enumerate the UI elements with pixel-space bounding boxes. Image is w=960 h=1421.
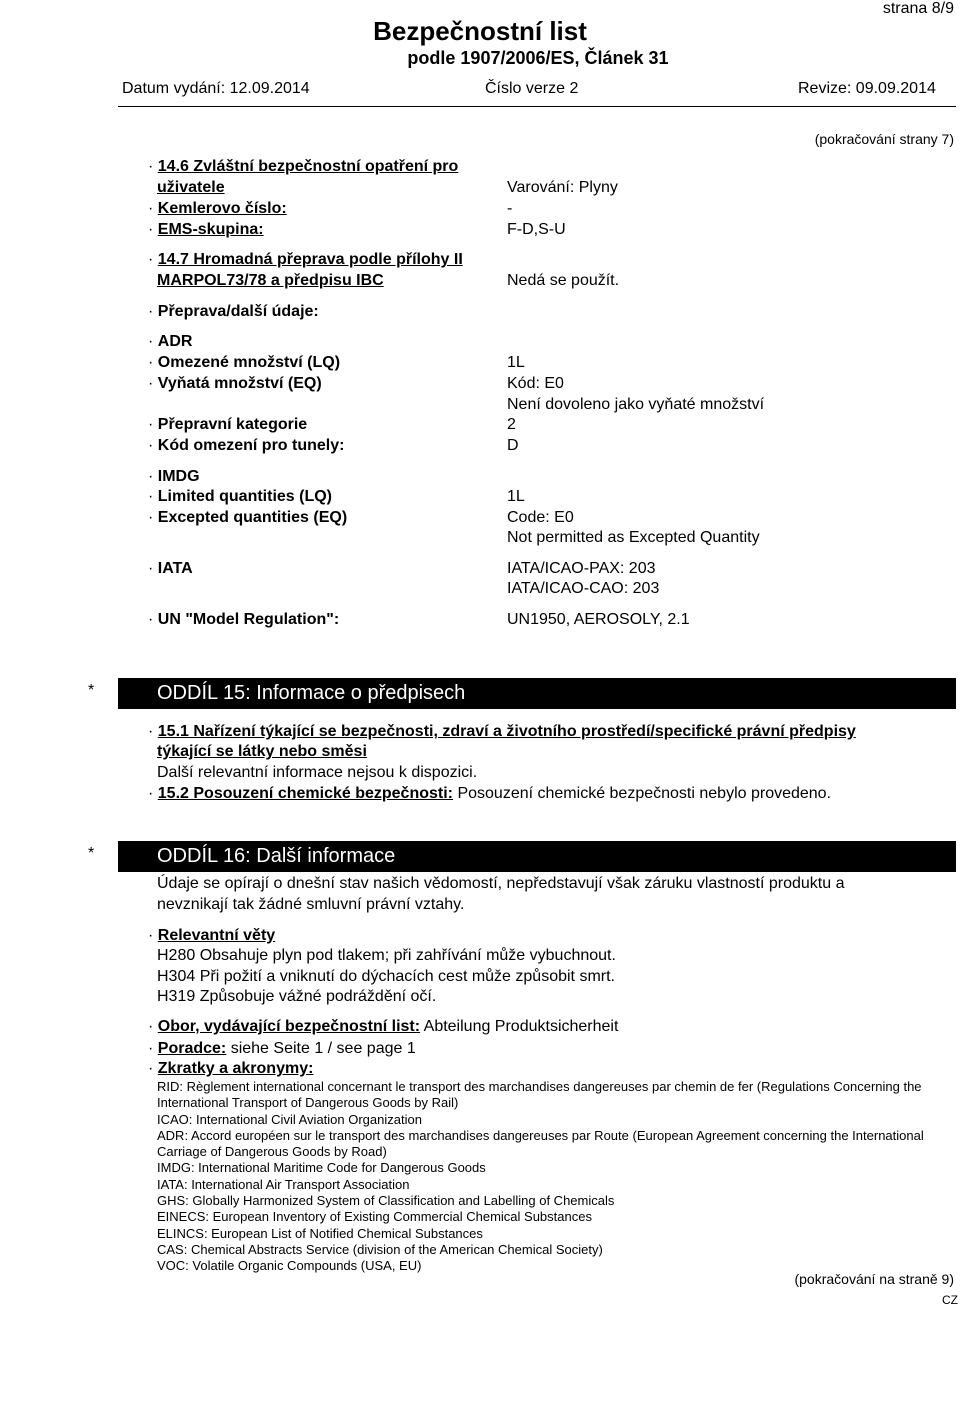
s151-label-cont: týkající se látky nebo směsi xyxy=(157,743,367,760)
change-marker: * xyxy=(88,845,95,862)
bullet-dot: · xyxy=(148,416,158,433)
bullet-dot: · xyxy=(148,1060,158,1077)
s147-label-cont: MARPOL73/78 a předpisu IBC xyxy=(157,272,384,289)
imdg-eq-value-code: Code: E0 xyxy=(507,509,574,526)
bullet-dot: · xyxy=(148,303,158,320)
adr-eq-row xyxy=(148,375,322,393)
adr-heading: ADR xyxy=(157,333,193,350)
kemler-value: - xyxy=(507,200,513,217)
iata-cao-value: IATA/ICAO-CAO: 203 xyxy=(507,580,660,597)
adr-tunnel-label: Kód omezení pro tunely: xyxy=(157,437,345,454)
imdg-eq-row xyxy=(148,509,347,527)
bullet-dot: · xyxy=(148,509,158,526)
s151-row xyxy=(148,723,856,741)
imdg-eq-value-note: Not permitted as Excepted Quantity xyxy=(507,529,760,546)
s146-label-cont: uživatele xyxy=(157,179,225,196)
advisor-label: Poradce: xyxy=(157,1040,227,1057)
issuer-value: Abteilung Produktsicherheit xyxy=(423,1018,619,1035)
bullet-dot: · xyxy=(148,723,158,740)
adr-tunnel-row xyxy=(148,437,344,455)
s152-value: Posouzení chemické bezpečnosti nebylo provedeno. xyxy=(457,785,832,802)
document-title: Bezpečnostní list xyxy=(373,16,587,46)
h319-row xyxy=(157,988,436,1006)
abbreviation-item: GHS: Globally Harmonized System of Classification and Labelling of Chemicals xyxy=(157,1193,615,1209)
document-subtitle: podle 1907/2006/ES, Článek 31 xyxy=(407,48,669,68)
bullet-dot: · xyxy=(148,437,158,454)
s147-row2 xyxy=(157,272,384,290)
abbreviation-item: IMDG: International Maritime Code for Dangerous Goods xyxy=(157,1160,486,1176)
h304-row xyxy=(157,968,615,986)
transport-info-row xyxy=(148,303,319,321)
s147-label: 14.7 Hromadná přeprava podle přílohy II xyxy=(157,251,463,268)
bullet-dot: · xyxy=(148,375,158,392)
adr-lq-row xyxy=(148,354,340,372)
bullet-dot: · xyxy=(148,560,158,577)
advisor-row xyxy=(148,1040,416,1058)
abbreviations-label: Zkratky a akronymy: xyxy=(157,1060,314,1077)
bullet-dot: · xyxy=(148,488,158,505)
un-model-value: UN1950, AEROSOLY, 2.1 xyxy=(507,611,690,628)
ems-value: F-D,S-U xyxy=(507,221,566,238)
s152-row xyxy=(148,785,831,803)
imdg-eq-label: Excepted quantities (EQ) xyxy=(157,509,348,526)
adr-lq-value: 1L xyxy=(507,354,525,371)
adr-eq-label: Vyňatá množství (EQ) xyxy=(157,375,322,392)
s152-label: 15.2 Posouzení chemické bezpečnosti: xyxy=(157,785,453,802)
s147-row xyxy=(148,251,463,269)
ems-row xyxy=(148,221,264,239)
imdg-lq-label: Limited quantities (LQ) xyxy=(157,488,332,505)
imdg-lq-row xyxy=(148,488,332,506)
imdg-heading-row xyxy=(148,468,200,486)
section-15-title: ODDÍL 15: Informace o předpisech xyxy=(157,682,466,704)
h319-text: H319 Způsobuje vážné podráždění očí. xyxy=(157,988,437,1005)
abbreviation-item: RID: Règlement international concernant le transport des marchandises dangereuses par chemin de fer (Regulations Concerning the International Transport of Dangerous Goods by Rail) xyxy=(157,1079,922,1111)
section-16-title: ODDÍL 16: Další informace xyxy=(157,845,396,867)
iata-label: IATA xyxy=(157,560,193,577)
adr-lq-label: Omezené množství (LQ) xyxy=(157,354,341,371)
kemler-label: Kemlerovo číslo: xyxy=(157,200,287,217)
h280-row xyxy=(157,947,616,965)
abbreviations-row xyxy=(148,1060,313,1078)
abbreviation-item: ICAO: International Civil Aviation Organization xyxy=(157,1111,422,1127)
s16-intro-line1 xyxy=(157,875,844,893)
adr-eq-value-code: Kód: E0 xyxy=(507,375,564,392)
s151-row2 xyxy=(157,743,367,761)
adr-heading-row xyxy=(148,333,192,351)
issuer-row xyxy=(148,1018,618,1036)
un-model-label: UN "Model Regulation": xyxy=(157,611,340,628)
adr-category-row xyxy=(148,416,307,434)
bullet-dot: · xyxy=(148,1018,158,1035)
s16-intro-line2 xyxy=(157,896,464,914)
bullet-dot: · xyxy=(148,200,158,217)
s151-text xyxy=(157,764,477,782)
abbreviation-list xyxy=(157,1079,947,1275)
bullet-dot: · xyxy=(148,611,158,628)
s146-label: 14.6 Zvláštní bezpečnostní opatření pro xyxy=(157,158,459,175)
h280-text: H280 Obsahuje plyn pod tlakem; při zahřívání může vybuchnout. xyxy=(157,947,616,964)
s16-intro-text2: nevznikají tak žádné smluvní právní vztahy. xyxy=(157,896,465,913)
abbreviation-item: CAS: Chemical Abstracts Service (division of the American Chemical Society) xyxy=(157,1241,603,1257)
s146-value: Varování: Plyny xyxy=(507,179,618,196)
transport-info-label: Přeprava/další údaje: xyxy=(157,303,319,320)
un-model-row xyxy=(148,611,339,629)
continued-from-note: (pokračování strany 7) xyxy=(814,131,954,147)
bullet-dot: · xyxy=(148,158,158,175)
adr-category-value: 2 xyxy=(507,416,516,433)
adr-category-label: Přepravní kategorie xyxy=(157,416,308,433)
abbreviation-item: IATA: International Air Transport Association xyxy=(157,1176,410,1192)
s151-text-value: Další relevantní informace nejsou k dispozici. xyxy=(157,764,478,781)
bullet-dot: · xyxy=(148,354,158,371)
iata-row xyxy=(148,560,193,578)
section-16-header xyxy=(118,841,956,872)
bullet-dot: · xyxy=(148,468,158,485)
abbreviation-item: VOC: Volatile Organic Compounds (USA, EU) xyxy=(157,1258,422,1274)
iata-pax-value: IATA/ICAO-PAX: 203 xyxy=(507,560,656,577)
language-code: CZ xyxy=(942,1293,958,1307)
s16-intro-text1: Údaje se opírají o dnešní stav našich vědomostí, nepředstavují však záruku vlastností produktu a xyxy=(157,875,845,892)
ems-label: EMS-skupina: xyxy=(157,221,264,238)
header-divider xyxy=(118,106,956,107)
change-marker: * xyxy=(88,682,95,699)
page-number: strana 8/9 xyxy=(882,0,954,17)
h304-text: H304 Při požití a vniknutí do dýchacích cest může způsobit smrt. xyxy=(157,968,615,985)
adr-tunnel-value: D xyxy=(507,437,519,454)
abbreviation-item: ELINCS: European List of Notified Chemical Substances xyxy=(157,1225,483,1241)
issue-date: Datum vydání: 12.09.2014 xyxy=(122,80,310,97)
relevant-phrases-label: Relevantní věty xyxy=(157,927,276,944)
abbreviation-item: EINECS: European Inventory of Existing Commercial Chemical Substances xyxy=(157,1209,592,1225)
relevant-phrases-row xyxy=(148,927,275,945)
abbreviation-item: ADR: Accord européen sur le transport des marchandises dangereuses par Route (European Agreement concerning the International Carriage of Dangerous Goods by Road) xyxy=(157,1127,924,1160)
s146-row2 xyxy=(157,179,225,197)
imdg-lq-value: 1L xyxy=(507,488,525,505)
bullet-dot: · xyxy=(148,221,158,238)
version-number: Číslo verze 2 xyxy=(485,80,579,97)
section-15-header xyxy=(118,678,956,709)
imdg-heading: IMDG xyxy=(157,468,200,485)
s147-value: Nedá se použít. xyxy=(507,272,620,289)
adr-eq-value-note: Není dovoleno jako vyňaté množství xyxy=(507,396,765,413)
continued-on-note: (pokračování na straně 9) xyxy=(794,1271,954,1287)
revision-date: Revize: 09.09.2014 xyxy=(798,80,936,97)
issuer-label: Obor, vydávající bezpečnostní list: xyxy=(157,1018,421,1035)
bullet-dot: · xyxy=(148,333,158,350)
s151-label: 15.1 Nařízení týkající se bezpečnosti, zdraví a životního prostředí/specifické právní předpisy xyxy=(157,723,856,740)
bullet-dot: · xyxy=(148,785,158,802)
bullet-dot: · xyxy=(148,251,158,268)
bullet-dot: · xyxy=(148,927,158,944)
kemler-row xyxy=(148,200,287,218)
bullet-dot: · xyxy=(148,1040,158,1057)
s146-row xyxy=(148,158,458,176)
advisor-value: siehe Seite 1 / see page 1 xyxy=(230,1040,416,1057)
